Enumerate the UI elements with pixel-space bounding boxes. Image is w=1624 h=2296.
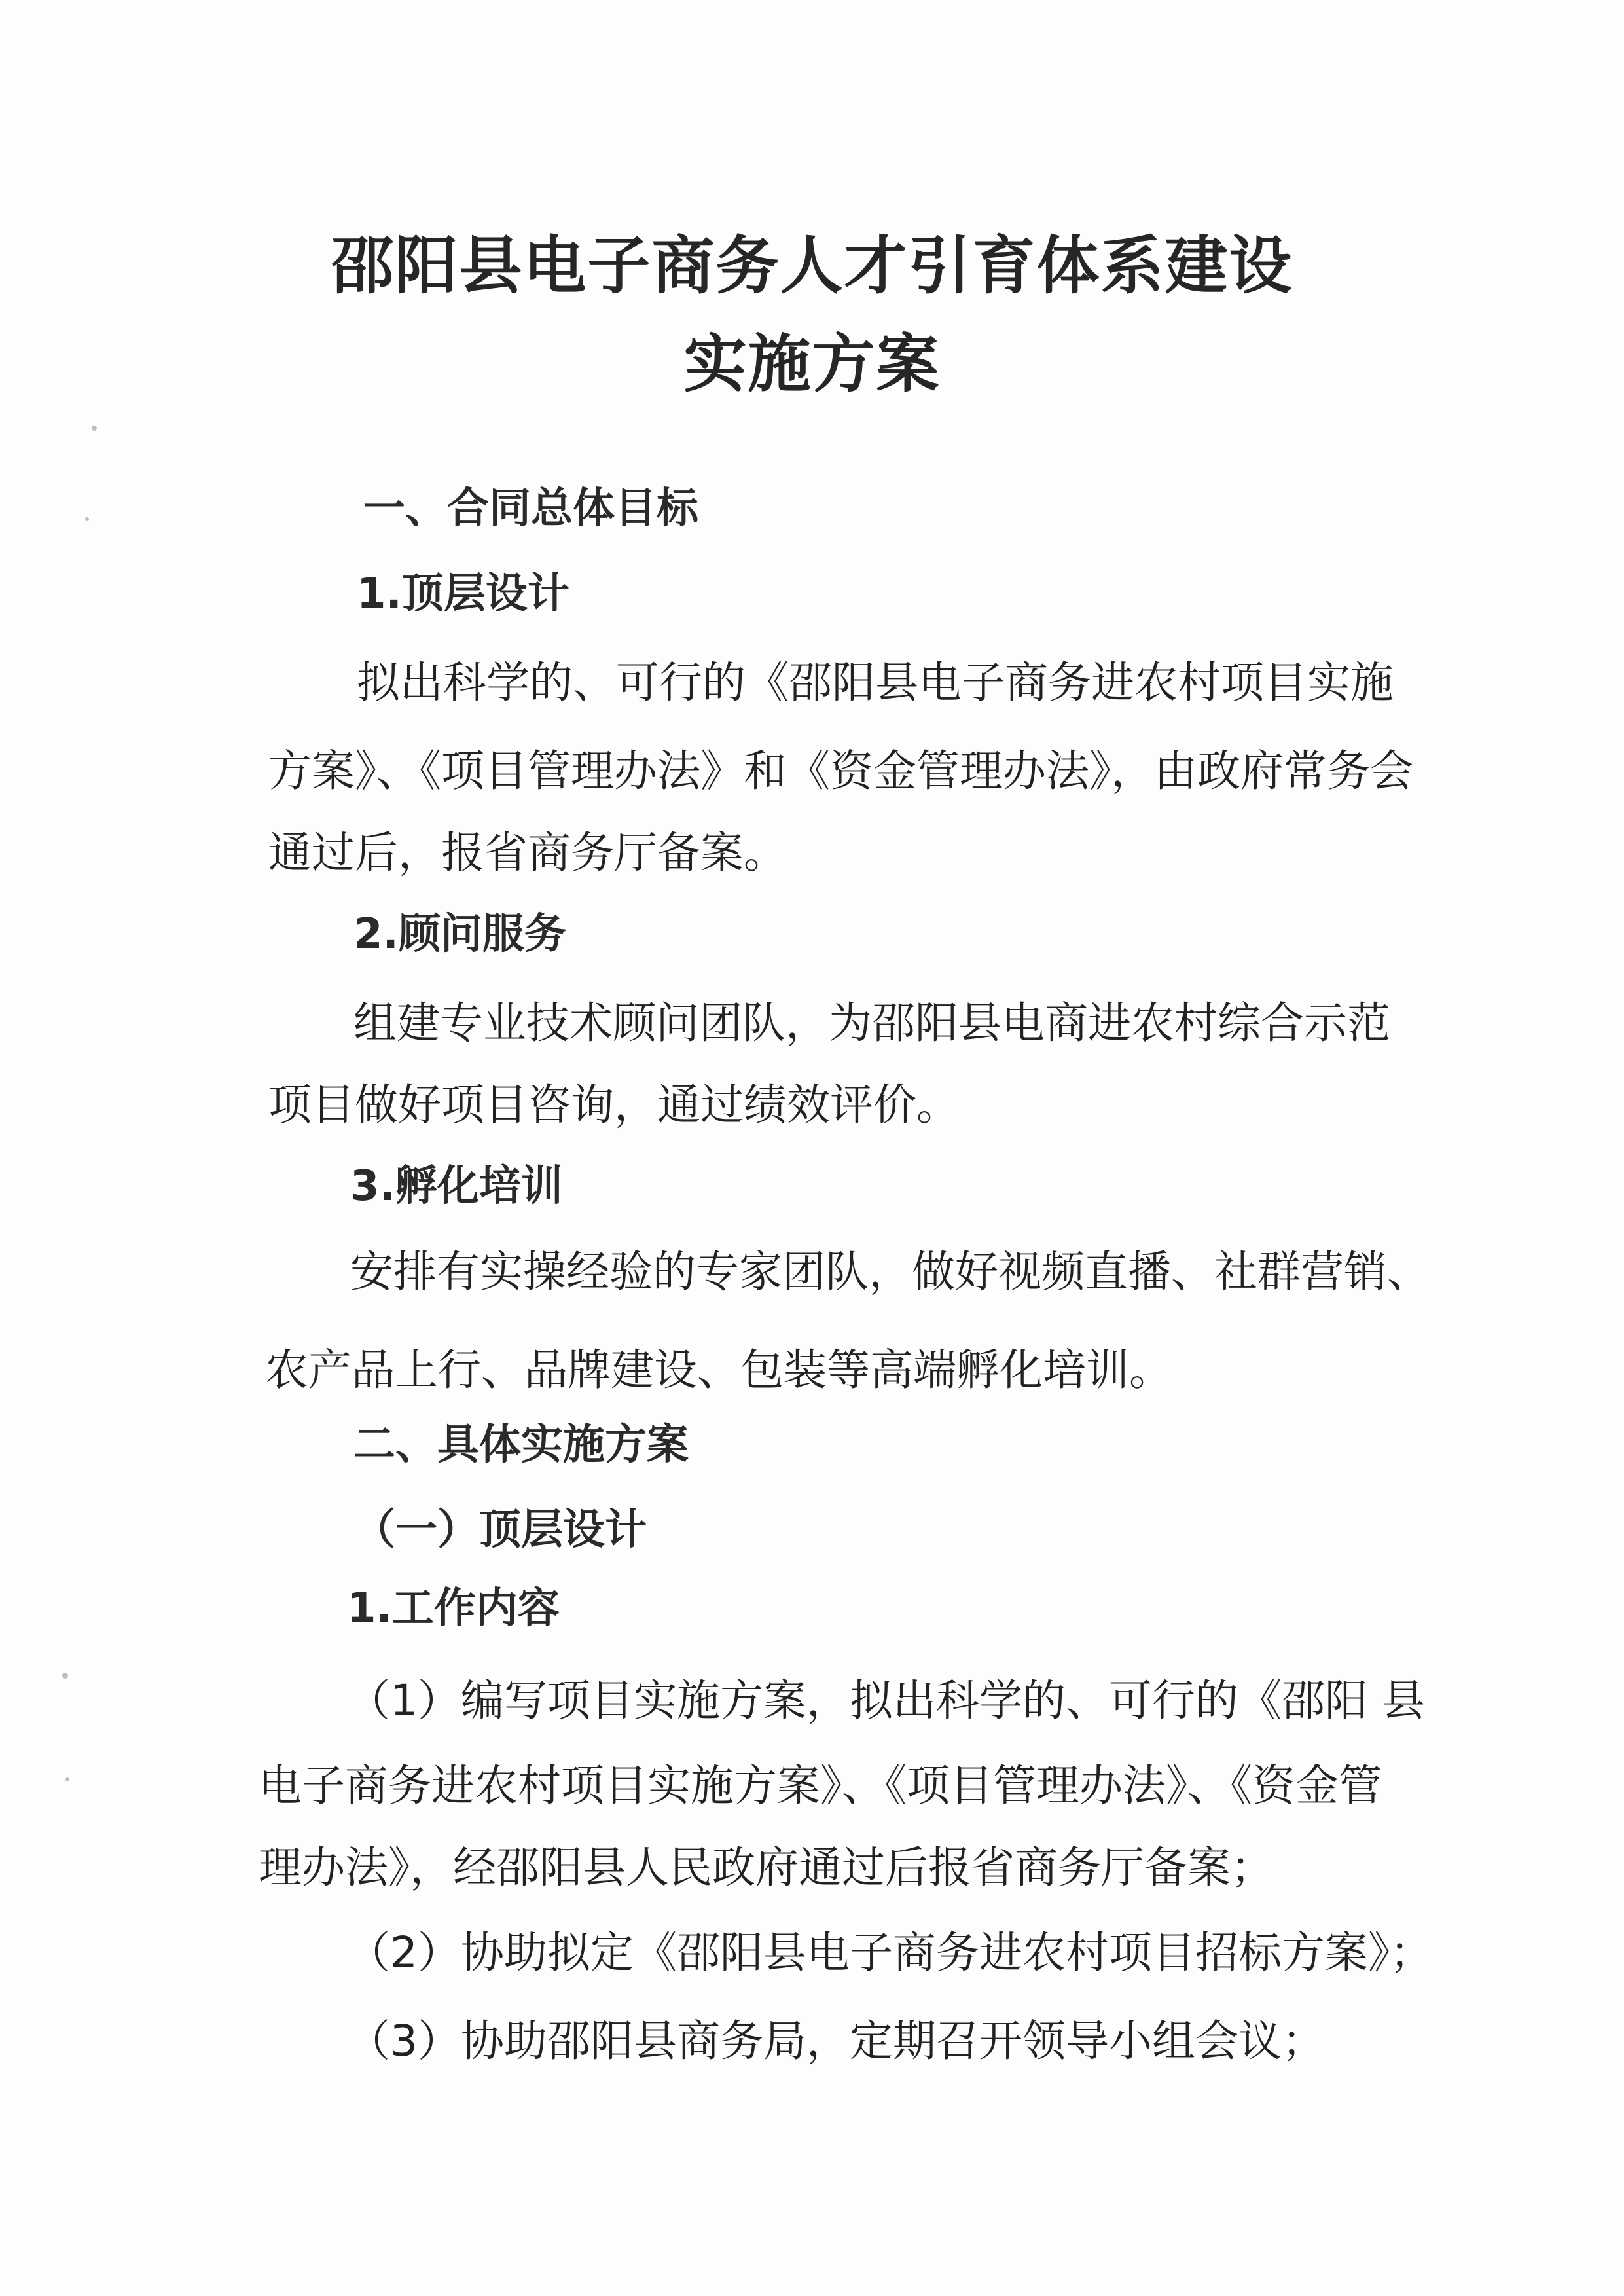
item-2-text-line-2: 项目做好项目咨询，通过绩效评价。 xyxy=(268,1080,960,1130)
work-content-line-3: 理办法》，经邵阳县人民政府通过后报省商务厅备案； xyxy=(259,1842,1274,1893)
document-title-line-2: 实施方案 xyxy=(683,327,941,401)
section-2-heading: 二、具体实施方案 xyxy=(353,1421,689,1469)
item-1-text-line-3: 通过后，报省商务厅备案。 xyxy=(268,828,787,878)
work-content-line-1: （1）编写项目实施方案，拟出科学的、可行的《邵阳 县 xyxy=(347,1675,1425,1726)
item-1-text-line-2: 方案》、《项目管理办法》和《资金管理办法》，由政府常务会 xyxy=(268,746,1413,796)
item-3-text-line-2: 农产品上行、品牌建设、包装等高端孵化培训。 xyxy=(265,1345,1172,1395)
document-title-line-1: 邵阳县电子商务人才引育体系建设 xyxy=(331,228,1293,302)
scan-speck xyxy=(62,1673,68,1679)
work-content-line-5: （3）协助邵阳县商务局，定期召开领导小组会议； xyxy=(347,2016,1325,2066)
item-1-heading: 1.顶层设计 xyxy=(357,570,569,618)
item-2-heading: 2.顾问服务 xyxy=(353,910,566,958)
section-1-heading: 一、合同总体目标 xyxy=(363,484,698,533)
work-content-line-2: 电子商务进农村项目实施方案》、《项目管理办法》、《资金管 xyxy=(259,1760,1382,1811)
work-content-heading: 1.工作内容 xyxy=(347,1584,560,1633)
work-content-line-4: （2）协助拟定《邵阳县电子商务进农村项目招标方案》； xyxy=(347,1927,1433,1978)
subsection-1-heading: （一）顶层设计 xyxy=(353,1506,647,1554)
scan-speck xyxy=(65,1777,69,1781)
item-3-heading: 3.孵化培训 xyxy=(350,1162,563,1211)
scan-speck xyxy=(92,426,97,431)
item-3-text-line-1: 安排有实操经验的专家团队，做好视频直播、社群营销、 xyxy=(350,1247,1430,1297)
item-1-text-line-1: 拟出科学的、可行的《邵阳县电子商务进农村项目实施 xyxy=(357,657,1394,708)
scan-speck xyxy=(85,517,89,521)
item-2-text-line-1: 组建专业技术顾问团队，为邵阳县电商进农村综合示范 xyxy=(353,998,1390,1048)
